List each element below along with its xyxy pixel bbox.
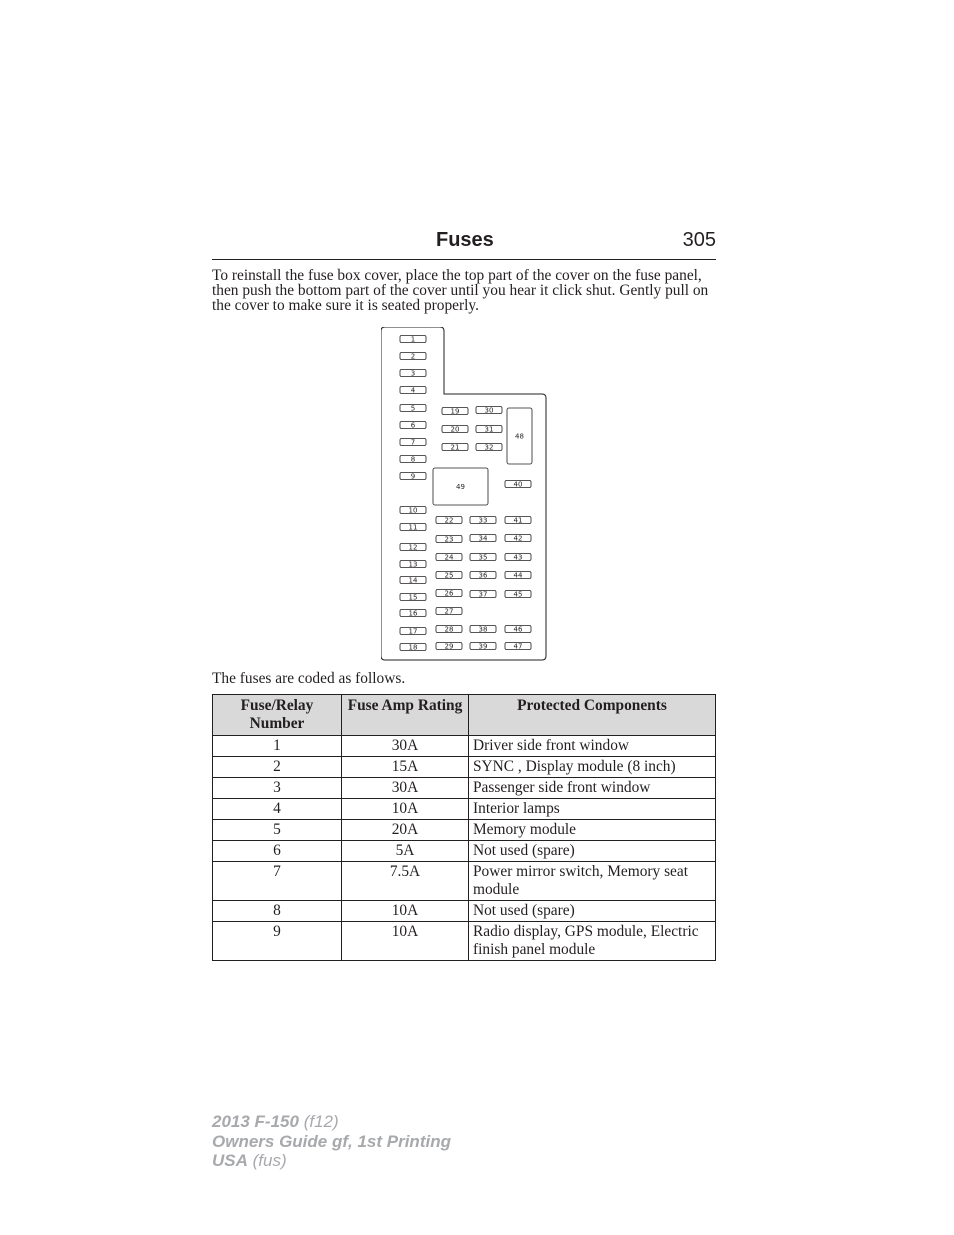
footer-market-code: (fus) — [252, 1151, 287, 1170]
cell-fuse-number: 7 — [213, 862, 342, 901]
fuse-slot — [505, 625, 531, 633]
fuse-number-label: 30 — [484, 406, 494, 415]
cell-fuse-number: 5 — [213, 820, 342, 841]
fuse-number-label: 28 — [444, 625, 454, 634]
fuse-slot — [400, 404, 426, 412]
relay-number-label: 48 — [515, 432, 524, 441]
cell-fuse-number: 4 — [213, 799, 342, 820]
table-row — [213, 922, 716, 961]
fuse-number-label: 35 — [478, 553, 488, 562]
cell-fuse-number: 2 — [213, 757, 342, 778]
cell-protected-components: Passenger side front window — [469, 778, 716, 799]
cell-protected-components: Driver side front window — [469, 736, 716, 757]
fuse-number-label: 3 — [410, 369, 416, 378]
fuse-slot — [436, 553, 462, 561]
page-title: Fuses — [436, 229, 494, 251]
footer-guide: Owners Guide gf, 1st Printing — [212, 1131, 451, 1151]
fuse-slot — [505, 516, 531, 524]
fuse-number-label: 11 — [408, 523, 418, 532]
fuse-number-label: 10 — [408, 506, 418, 515]
table-row — [213, 757, 716, 778]
fuse-slot — [436, 571, 462, 579]
fuse-slot — [400, 593, 426, 601]
fuse-panel-outline — [381, 327, 546, 660]
fuse-slot — [400, 576, 426, 584]
fuse-slot — [470, 571, 496, 579]
page-number: 305 — [682, 229, 716, 251]
fuse-number-label: 44 — [513, 571, 523, 580]
footer-model: 2013 F-150 — [212, 1112, 299, 1131]
fuse-number-label: 2 — [410, 352, 416, 361]
fuse-slot — [400, 543, 426, 551]
cell-protected-components: Radio display, GPS module, Electric finish panel module — [469, 922, 716, 961]
fuse-number-label: 41 — [513, 516, 523, 525]
table-row — [213, 736, 716, 757]
cell-amp-rating: 30A — [342, 736, 469, 757]
fuse-slot — [470, 534, 496, 542]
table-header-row — [213, 695, 716, 736]
fuse-slot — [470, 625, 496, 633]
fuse-slot — [505, 571, 531, 579]
fuse-slot — [442, 443, 468, 451]
table-row — [213, 841, 716, 862]
fuse-number-label: 40 — [513, 480, 523, 489]
header-fuse-amp-rating: Fuse Amp Rating — [342, 695, 469, 736]
fuse-number-label: 1 — [410, 335, 416, 344]
cell-protected-components: Power mirror switch, Memory seat module — [469, 862, 716, 901]
fuse-number-label: 46 — [513, 625, 523, 634]
coded-text: The fuses are coded as follows. — [212, 670, 406, 687]
cell-amp-rating: 10A — [342, 922, 469, 961]
relay-number-label: 49 — [456, 482, 465, 491]
fuse-number-label: 17 — [408, 627, 418, 636]
fuse-slot — [400, 335, 426, 343]
cell-protected-components: Interior lamps — [469, 799, 716, 820]
fuse-slot — [470, 553, 496, 561]
fuse-slot — [470, 516, 496, 524]
fuse-slot — [505, 480, 531, 488]
cell-protected-components: Not used (spare) — [469, 841, 716, 862]
cell-fuse-number: 1 — [213, 736, 342, 757]
fuse-slot — [400, 560, 426, 568]
fuse-number-label: 43 — [513, 553, 523, 562]
fuse-slot — [400, 627, 426, 635]
fuse-number-label: 6 — [410, 421, 416, 430]
fuse-number-label: 42 — [513, 534, 523, 543]
fuse-slot — [400, 438, 426, 446]
fuse-number-label: 34 — [478, 534, 488, 543]
fuse-slot — [476, 443, 502, 451]
intro-paragraph: To reinstall the fuse box cover, place the top part of the cover on the fuse panel, then push the bottom part of the cover until you hear it click shut. Gently pull on the cover to make sure it is seated properly. — [212, 267, 709, 315]
fuse-number-label: 12 — [408, 543, 418, 552]
cell-fuse-number: 9 — [213, 922, 342, 961]
fuse-slot — [400, 523, 426, 531]
fuse-number-label: 21 — [450, 443, 460, 452]
fuse-number-label: 14 — [408, 576, 418, 585]
fuse-number-label: 20 — [450, 425, 460, 434]
fuse-slot — [476, 425, 502, 433]
fuse-number-label: 29 — [444, 642, 454, 651]
cell-fuse-number: 8 — [213, 901, 342, 922]
cell-fuse-number: 3 — [213, 778, 342, 799]
table-row — [213, 820, 716, 841]
cell-amp-rating: 30A — [342, 778, 469, 799]
fuse-slot — [400, 455, 426, 463]
footer — [212, 1112, 451, 1171]
table-row — [213, 778, 716, 799]
fuse-slot — [400, 609, 426, 617]
fuse-slot — [476, 406, 502, 414]
fuse-number-label: 38 — [478, 625, 488, 634]
header-protected-components: Protected Components — [469, 695, 716, 736]
cell-amp-rating: 15A — [342, 757, 469, 778]
fuse-slot — [400, 386, 426, 394]
fuse-number-label: 13 — [408, 560, 418, 569]
cell-amp-rating: 7.5A — [342, 862, 469, 901]
fuse-number-label: 8 — [410, 455, 416, 464]
header-rule — [212, 259, 716, 260]
cell-amp-rating: 5A — [342, 841, 469, 862]
fuse-panel-diagram — [381, 327, 549, 662]
cell-fuse-number: 6 — [213, 841, 342, 862]
footer-model-code: (f12) — [303, 1112, 339, 1131]
cell-protected-components: Not used (spare) — [469, 901, 716, 922]
fuse-number-label: 5 — [410, 404, 416, 413]
relay-slot — [507, 408, 532, 464]
fuse-number-label: 32 — [484, 443, 494, 452]
fuse-slot — [436, 516, 462, 524]
fuse-slot — [400, 643, 426, 651]
fuse-slot — [436, 535, 462, 543]
fuse-number-label: 33 — [478, 516, 488, 525]
fuse-number-label: 23 — [444, 535, 454, 544]
fuse-number-label: 22 — [444, 516, 454, 525]
fuse-slot — [505, 642, 531, 650]
header-fuse-relay-number: Fuse/Relay Number — [213, 695, 342, 736]
fuse-slot — [505, 534, 531, 542]
fuse-slot — [436, 642, 462, 650]
fuse-number-label: 19 — [450, 407, 460, 416]
fuse-number-label: 7 — [410, 438, 416, 447]
fuse-number-label: 24 — [444, 553, 454, 562]
table-row — [213, 799, 716, 820]
fuse-slot — [400, 352, 426, 360]
cell-protected-components: SYNC , Display module (8 inch) — [469, 757, 716, 778]
fuse-slot — [505, 553, 531, 561]
fuse-slot — [442, 425, 468, 433]
fuse-slot — [436, 589, 462, 597]
table-row — [213, 862, 716, 901]
fuse-number-label: 4 — [410, 386, 416, 395]
fuse-slot — [400, 472, 426, 480]
fuse-number-label: 37 — [478, 590, 488, 599]
fuse-number-label: 25 — [444, 571, 454, 580]
fuse-number-label: 27 — [444, 607, 454, 616]
cell-amp-rating: 10A — [342, 901, 469, 922]
fuse-slot — [400, 369, 426, 377]
fuse-number-label: 15 — [408, 593, 418, 602]
cell-amp-rating: 20A — [342, 820, 469, 841]
footer-market-line — [212, 1151, 451, 1171]
fuse-slot — [470, 590, 496, 598]
fuse-slot — [470, 642, 496, 650]
cell-amp-rating: 10A — [342, 799, 469, 820]
table-row — [213, 901, 716, 922]
footer-model-line — [212, 1112, 451, 1132]
fuse-number-label: 16 — [408, 609, 418, 618]
fuse-number-label: 31 — [484, 425, 494, 434]
fuse-number-label: 47 — [513, 642, 523, 651]
cell-protected-components: Memory module — [469, 820, 716, 841]
fuse-number-label: 9 — [410, 472, 416, 481]
fuse-number-label: 26 — [444, 589, 454, 598]
fuse-number-label: 36 — [478, 571, 488, 580]
fuse-number-label: 39 — [478, 642, 488, 651]
fuse-slot — [505, 590, 531, 598]
fuse-slot — [436, 607, 462, 615]
fuse-table — [212, 694, 716, 961]
fuse-slot — [436, 625, 462, 633]
fuse-slot — [400, 506, 426, 514]
fuse-number-label: 18 — [408, 643, 418, 652]
relay-slot — [433, 468, 488, 505]
fuse-slot — [400, 421, 426, 429]
footer-guide-line — [212, 1132, 451, 1152]
fuse-slot — [442, 407, 468, 415]
footer-market: USA — [212, 1151, 248, 1170]
fuse-number-label: 45 — [513, 590, 523, 599]
